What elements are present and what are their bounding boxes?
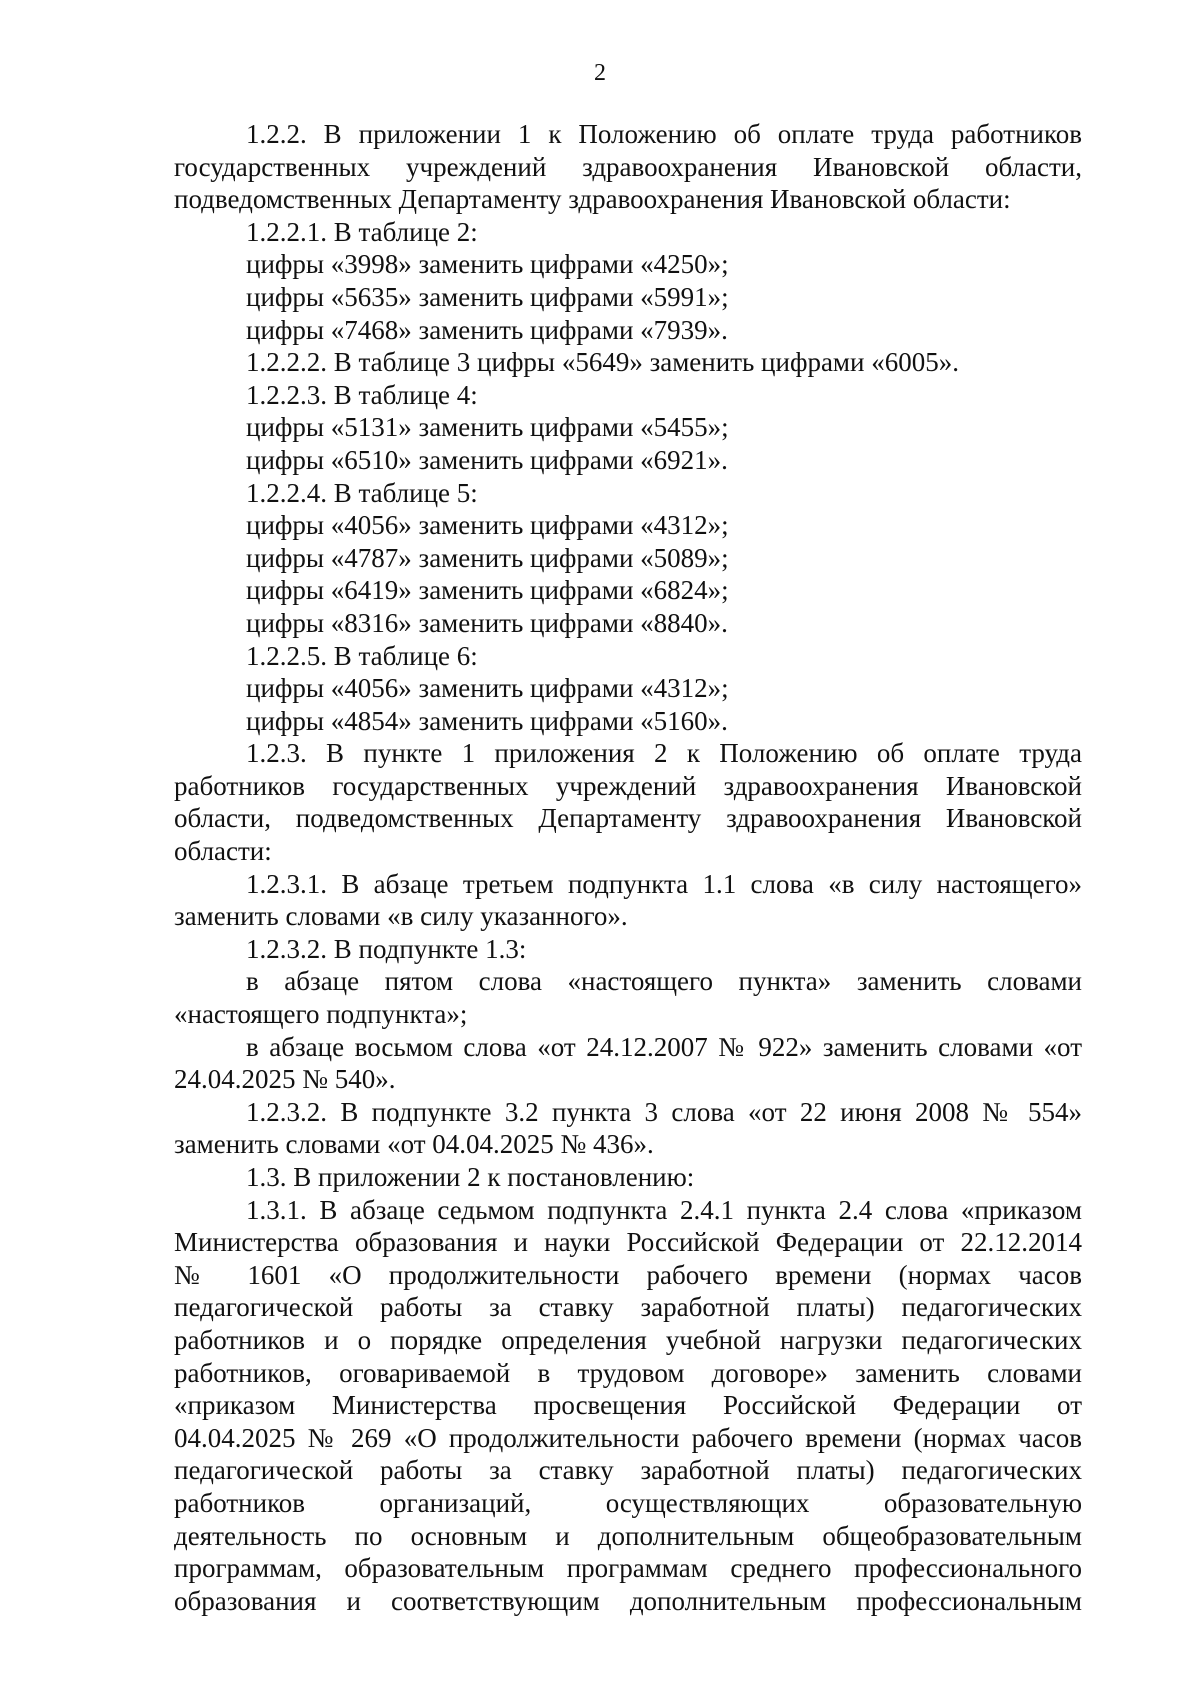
paragraph: 1.2.2.2. В таблице 3 цифры «5649» заменить цифрами «6005». — [246, 347, 959, 378]
document-body — [174, 118, 1082, 1617]
text-line: «приказом Министерства просвещения Российской Федерации от — [174, 1390, 1082, 1421]
paragraph: 1.2.2.5. В таблице 6: — [246, 640, 478, 671]
paragraph: цифры «4056» заменить цифрами «4312»; — [246, 510, 729, 541]
paragraph: 1.2.2.4. В таблице 5: — [246, 477, 478, 508]
paragraph: цифры «8316» заменить цифрами «8840». — [246, 607, 728, 638]
paragraph-1-3-1 — [174, 1194, 1082, 1618]
paragraph: цифры «4787» заменить цифрами «5089»; — [246, 542, 729, 573]
paragraph-1-2-2: 1.2.2. В приложении 1 к Положению об оплате труда работников государственных учреждений здравоохранения Ивановской области, подведомственных Департаменту здравоохранения Ивановской области: — [174, 119, 1082, 215]
text-line: работников организаций, осуществляющих образовательную — [174, 1487, 1082, 1518]
text-line: Министерства образования и науки Российской Федерации от 22.12.2014 — [174, 1227, 1082, 1258]
text-line: образования и соответствующим дополнительным профессиональным — [174, 1585, 1082, 1616]
paragraph: цифры «6510» заменить цифрами «6921». — [246, 444, 728, 475]
text-line: 1.3.1. В абзаце седьмом подпункта 2.4.1 пункта 2.4 слова «приказом — [246, 1194, 1082, 1225]
paragraph: цифры «3998» заменить цифрами «4250»; — [246, 249, 729, 280]
paragraph: в абзаце пятом слова «настоящего пункта» заменить словами «настоящего подпункта»; — [174, 966, 1082, 1030]
text-line: работников, оговариваемой в трудовом договоре» заменить словами — [174, 1357, 1082, 1388]
paragraph: 1.2.2.3. В таблице 4: — [246, 379, 478, 410]
text-line: педагогической работы за ставку заработной платы) педагогических — [174, 1455, 1082, 1486]
paragraph: 1.2.3.2. В подпункте 1.3: — [246, 933, 527, 964]
paragraph: 1.2.3.2. В подпункте 3.2 пункта 3 слова «от 22 июня 2008 № 554» заменить словами «от 04.04.2025 № 436». — [174, 1096, 1082, 1160]
paragraph-1-2-3: 1.2.3. В пункте 1 приложения 2 к Положению об оплате труда работников государственных учреждений здравоохранения Ивановской области, подведомственных Департаменту здравоохранения Ивановской области: — [174, 738, 1082, 867]
paragraph: 1.2.3.1. В абзаце третьем подпункта 1.1 слова «в силу настоящего» заменить словами «в силу указанного». — [174, 868, 1082, 932]
paragraph-1-3: 1.3. В приложении 2 к постановлению: — [246, 1162, 695, 1192]
text-line: работников и о порядке определения учебной нагрузки педагогических — [174, 1324, 1082, 1355]
page-number: 2 — [594, 60, 606, 86]
text-line: деятельность по основным и дополнительным общеобразовательным — [174, 1520, 1082, 1551]
text-line: № 1601 «О продолжительности рабочего времени (нормах часов — [174, 1259, 1082, 1290]
paragraph: в абзаце восьмом слова «от 24.12.2007 № 922» заменить словами «от 24.04.2025 № 540». — [174, 1031, 1082, 1095]
paragraph: цифры «4854» заменить цифрами «5160». — [246, 705, 728, 736]
text-line: программам, образовательным программам среднего профессионального — [174, 1553, 1082, 1584]
text-line: педагогической работы за ставку заработной платы) педагогических — [174, 1292, 1082, 1323]
paragraph: цифры «4056» заменить цифрами «4312»; — [246, 673, 729, 704]
paragraph: цифры «6419» заменить цифрами «6824»; — [246, 575, 729, 606]
paragraph: 1.2.2.1. В таблице 2: — [246, 216, 478, 247]
paragraph: цифры «5635» заменить цифрами «5991»; — [246, 281, 729, 312]
paragraph: цифры «7468» заменить цифрами «7939». — [246, 314, 728, 345]
paragraph: цифры «5131» заменить цифрами «5455»; — [246, 412, 729, 443]
text-line: 04.04.2025 № 269 «О продолжительности рабочего времени (нормах часов — [174, 1422, 1082, 1453]
